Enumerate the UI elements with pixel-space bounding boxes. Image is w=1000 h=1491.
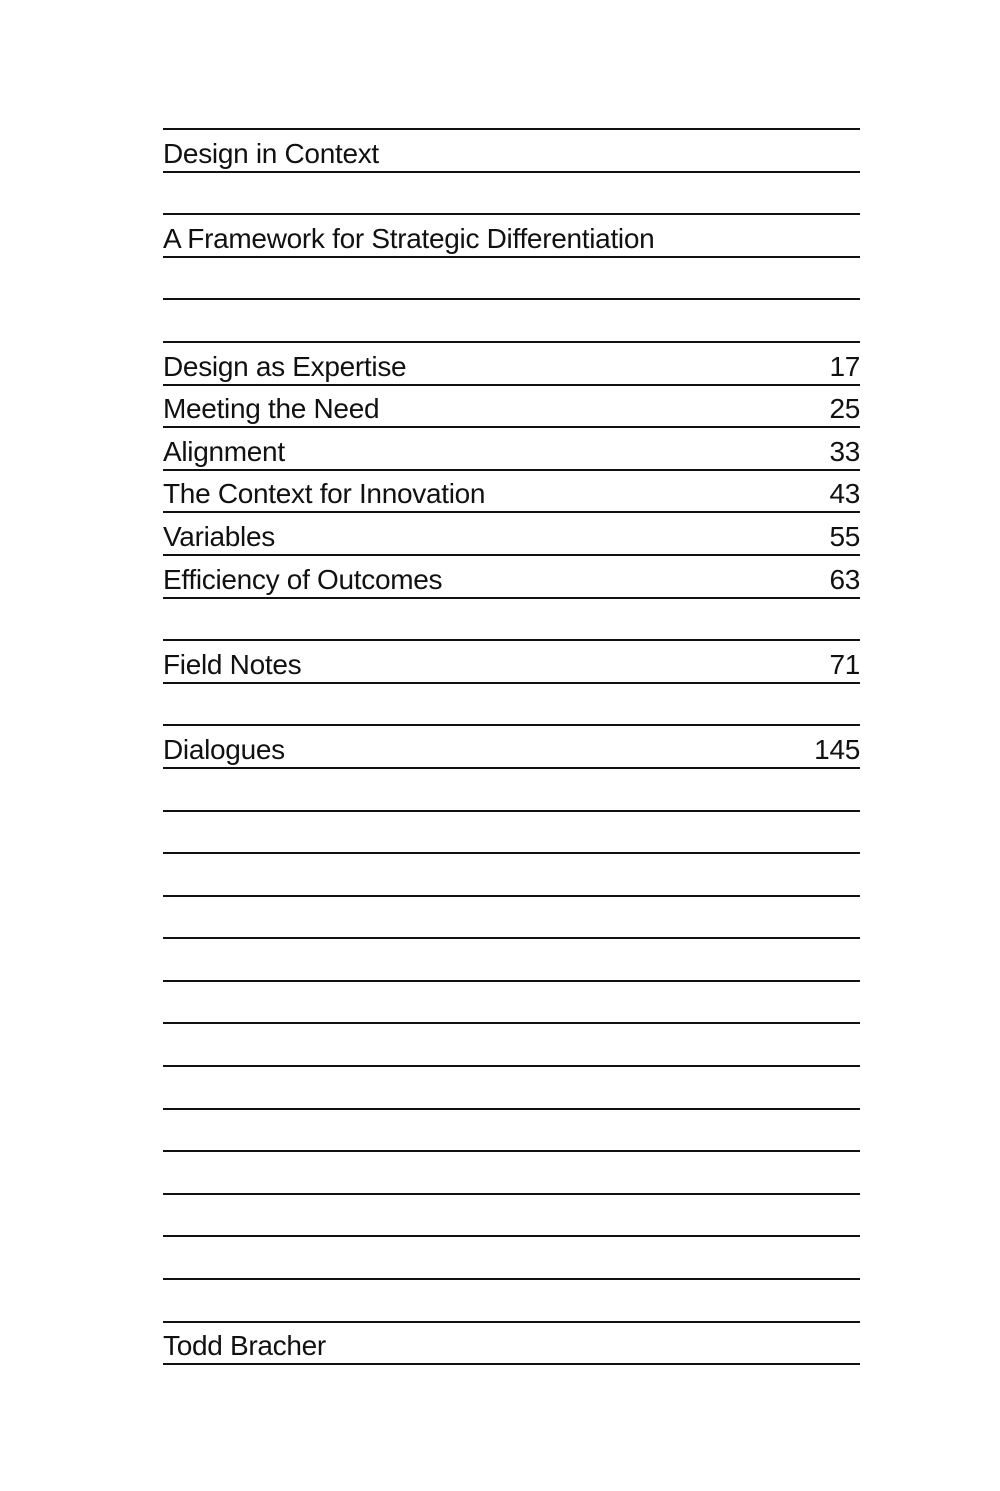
blank-row — [163, 854, 860, 897]
blank-row — [163, 1067, 860, 1110]
toc-section-label: Dialogues — [163, 733, 285, 765]
book-subtitle: A Framework for Strategic Differentiation — [163, 222, 655, 254]
blank-row — [163, 300, 860, 343]
toc-entry-label: The Context for Innovation — [163, 478, 486, 510]
title-row — [163, 128, 860, 173]
toc-section-page: 145 — [814, 733, 860, 765]
blank-row — [163, 599, 860, 642]
blank-row — [163, 258, 860, 301]
blank-row — [163, 1152, 860, 1195]
toc-entry — [163, 471, 860, 514]
blank-row — [163, 684, 860, 727]
blank-row — [163, 812, 860, 855]
toc-entry — [163, 513, 860, 556]
toc-entry — [163, 556, 860, 599]
toc-entry-page: 33 — [829, 435, 860, 467]
toc-entry-label: Alignment — [163, 435, 285, 467]
toc-entry-label: Design as Expertise — [163, 350, 407, 382]
blank-row — [163, 939, 860, 982]
author-row — [163, 1323, 860, 1366]
toc-entry-label: Variables — [163, 520, 275, 552]
toc-entry-page: 63 — [829, 563, 860, 595]
toc-entry-page: 17 — [829, 350, 860, 382]
toc-entry-label: Meeting the Need — [163, 393, 380, 425]
blank-row — [163, 982, 860, 1025]
toc-section — [163, 641, 860, 684]
blank-row — [163, 1237, 860, 1280]
toc-entry-label: Efficiency of Outcomes — [163, 563, 443, 595]
blank-row — [163, 173, 860, 216]
toc-section — [163, 726, 860, 769]
toc-section-page: 71 — [829, 648, 860, 680]
toc-entry-page: 43 — [829, 478, 860, 510]
toc-entry — [163, 428, 860, 471]
toc-entry-page: 55 — [829, 520, 860, 552]
blank-row — [163, 1024, 860, 1067]
blank-row — [163, 897, 860, 940]
toc-entry — [163, 386, 860, 429]
author-name: Todd Bracher — [163, 1330, 326, 1362]
blank-row — [163, 769, 860, 812]
toc-entry-page: 25 — [829, 393, 860, 425]
table-of-contents — [163, 128, 860, 1365]
toc-entry — [163, 343, 860, 386]
book-title: Design in Context — [163, 137, 379, 169]
blank-row — [163, 1110, 860, 1153]
blank-row — [163, 1195, 860, 1238]
subtitle-row — [163, 215, 860, 258]
blank-row — [163, 1280, 860, 1323]
toc-section-label: Field Notes — [163, 648, 302, 680]
